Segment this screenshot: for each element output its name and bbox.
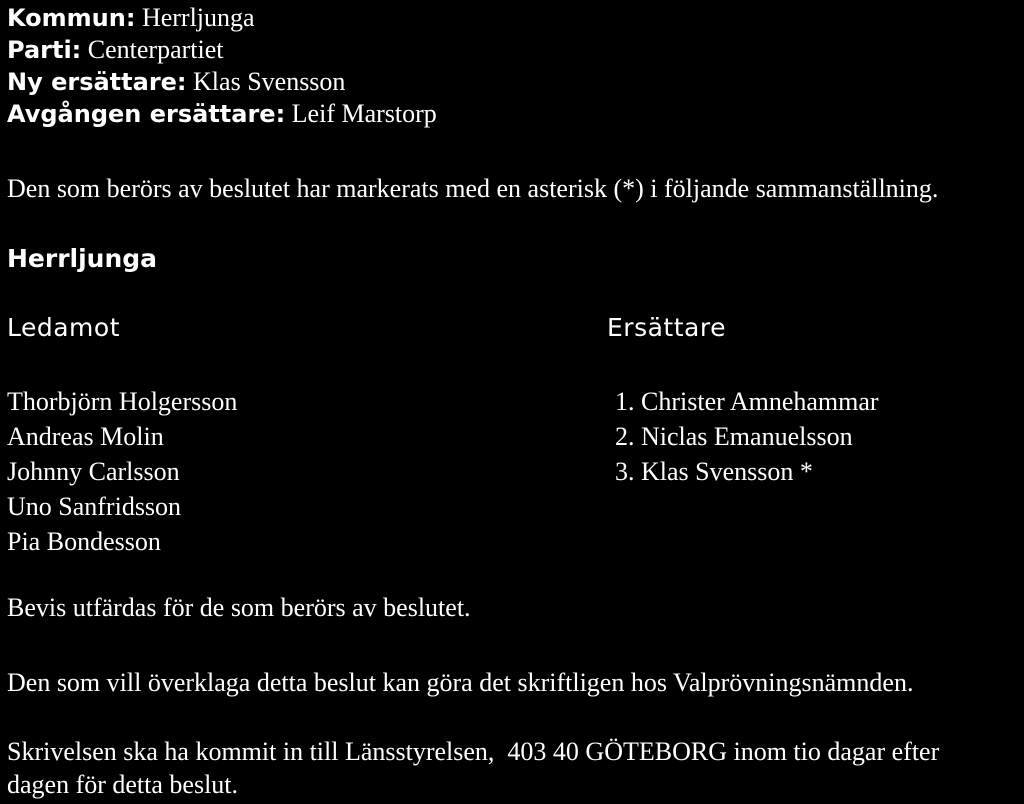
ersattare-list: [615, 384, 879, 489]
list-item: Uno Sanfridsson: [7, 492, 182, 521]
ny-ersattare-line: [7, 66, 345, 98]
bevis-text: Bevis utfärdas för de som berörs av beslutet.: [7, 593, 471, 622]
ledamot-list: [7, 384, 237, 559]
ledamot-heading: Ledamot: [7, 313, 121, 342]
kommun-line: [7, 2, 255, 34]
parti-label: Parti:: [7, 36, 82, 64]
list-item: Thorbjörn Holgersson: [7, 387, 238, 416]
intro-text: Den som berörs av beslutet har markerats med en asterisk (*) i följande sammanställning.: [7, 174, 939, 203]
kommun-value: Herrljunga: [141, 3, 255, 32]
list-item: 2. Niclas Emanuelsson: [615, 422, 853, 451]
ny-ersattare-label: Ny ersättare:: [7, 68, 187, 96]
skrivelsen-text-line1: Skrivelsen ska ha kommit in till Länsstyrelsen, 403 40 GÖTEBORG inom tio dagar efter: [7, 737, 940, 766]
section-title: Herrljunga: [7, 244, 158, 273]
avgangen-ersattare-label: Avgången ersättare:: [7, 100, 286, 128]
list-item: 3. Klas Svensson *: [615, 457, 813, 486]
avgangen-ersattare-value: Leif Marstorp: [291, 99, 437, 128]
parti-line: [7, 34, 224, 66]
avgangen-ersattare-line: [7, 98, 437, 130]
ny-ersattare-value: Klas Svensson: [193, 67, 346, 96]
kommun-label: Kommun:: [7, 4, 136, 32]
list-item: Pia Bondesson: [7, 527, 161, 556]
parti-value: Centerpartiet: [87, 35, 224, 64]
list-item: 1. Christer Amnehammar: [615, 387, 879, 416]
overklaga-text: Den som vill överklaga detta beslut kan göra det skriftligen hos Valprövningsnämnden.: [7, 668, 914, 697]
ersattare-heading: Ersättare: [607, 313, 726, 342]
skrivelsen-text-line2: dagen för detta beslut.: [7, 770, 239, 799]
list-item: Johnny Carlsson: [7, 457, 180, 486]
list-item: Andreas Molin: [7, 422, 164, 451]
